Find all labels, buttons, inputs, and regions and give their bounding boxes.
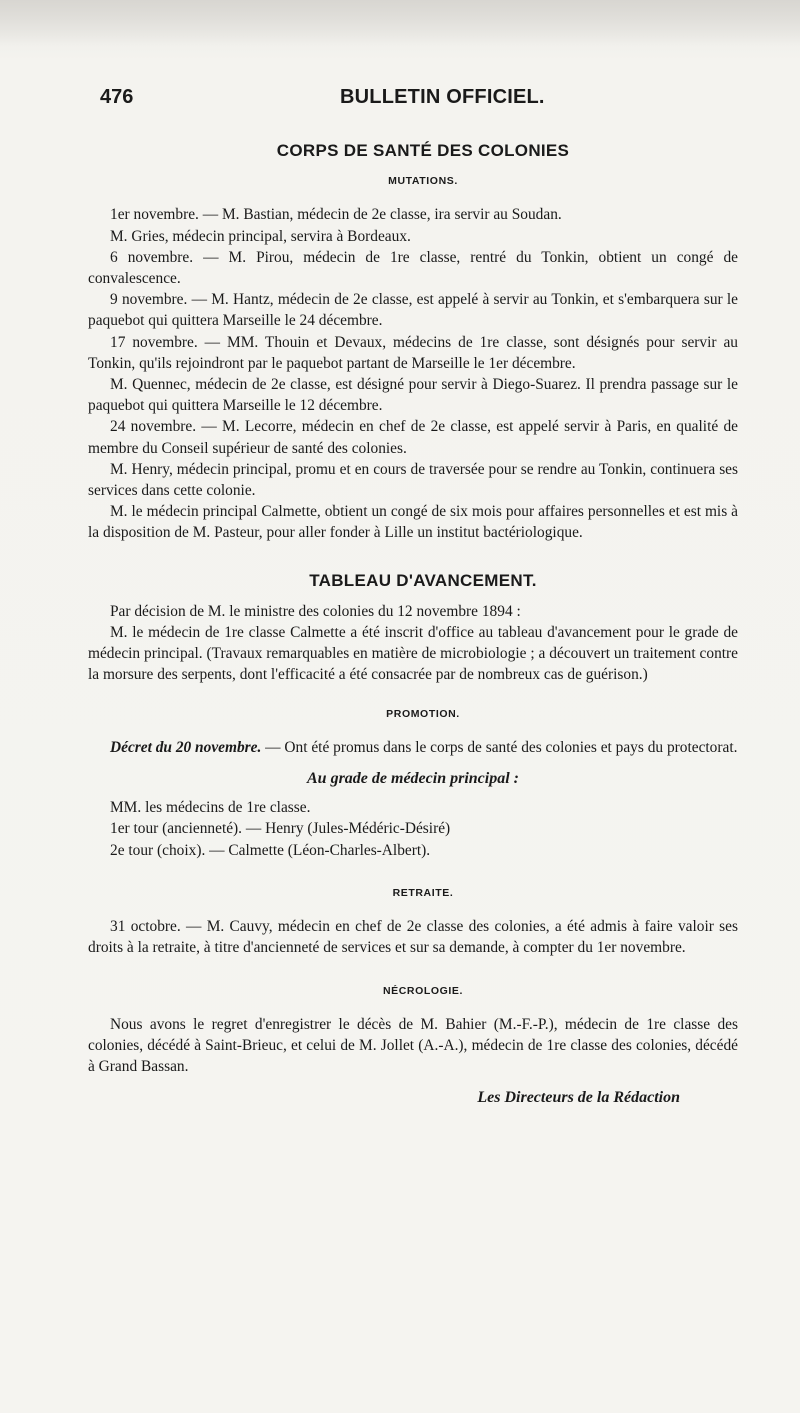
promotion-line-1: MM. les médecins de 1re classe. — [110, 799, 311, 817]
mutation-paragraph-1: 1er novembre. — M. Bastian, médecin de 2e classe, ira servir au Soudan. — [110, 206, 562, 224]
running-header — [100, 86, 720, 114]
subsection-title-necrologie: NÉCROLOGIE. — [382, 984, 464, 997]
page-number: 476 — [100, 86, 134, 108]
mutation-paragraph-8: M. Henry, médecin principal, promu et en cours de traversée pour se rendre au Tonkin, continuera ses services dans cette colonie. — [88, 460, 738, 500]
subsection-title-promotion: PROMOTION. — [386, 707, 460, 720]
promotion-line-2: 1er tour (ancienneté). — Henry (Jules-Médéric-Désiré) — [110, 820, 451, 838]
promotion-decree — [88, 737, 738, 758]
page-body — [88, 140, 738, 1109]
running-title: BULLETIN OFFICIEL. — [340, 86, 545, 108]
mutation-paragraph-2: M. Gries, médecin principal, servira à Bordeaux. — [110, 227, 411, 245]
mutation-paragraph-4: 9 novembre. — M. Hantz, médecin de 2e classe, est appelé à servir au Tonkin, et s'embarquera sur le paquebot qui quittera Marseille le 24 décembre. — [88, 291, 738, 330]
spacer — [88, 544, 738, 570]
tableau-paragraph-1: Par décision de M. le ministre des colonies du 12 novembre 1894 : — [110, 602, 521, 620]
tableau-paragraph-2: M. le médecin de 1re classe Calmette a été inscrit d'office au tableau d'avancement pour le grade de médecin principal. (Travaux remarquables en matière de microbiologie ; a découvert un traitement contre la morsure des serpents, dont l'efficacité a été consacrée par de nombreux cas de guérison.) — [88, 624, 738, 684]
signature: Les Directeurs de la Rédaction — [477, 1089, 680, 1107]
retraite-paragraph: 31 octobre. — M. Cauvy, médecin en chef de 2e classe des colonies, a été admis à faire valoir ses droits à la retraite, à titre d'ancienneté de services et sur sa demande, à compter du 1er novembre. — [88, 918, 738, 957]
spacer — [88, 861, 738, 877]
subsection-title-mutations: MUTATIONS. — [388, 175, 458, 188]
spacer — [88, 959, 738, 975]
page-edge-shadow — [0, 0, 800, 46]
mutation-paragraph-5: 17 novembre. — MM. Thouin et Devaux, médecins de 1re classe, sont désignés pour servir au Tonkin, qu'ils rejoindront par le paquebot partant de Marseille le 1er décembre. — [88, 333, 738, 372]
mutation-paragraph-9: M. le médecin principal Calmette, obtient un congé de six mois pour affaires personnelles et est mis à la disposition de M. Pasteur, pour aller fonder à Lille un institut bactériologique. — [88, 503, 738, 542]
grade-heading: Au grade de médecin principal : — [307, 770, 519, 788]
mutation-paragraph-7: 24 novembre. — M. Lecorre, médecin en chef de 2e classe, est appelé servir à Paris, en qualité de membre du Conseil supérieur de santé des colonies. — [88, 418, 738, 457]
decree-text: — Ont été promus dans le corps de santé des colonies et pays du protectorat. — [261, 738, 738, 756]
spacer — [88, 686, 738, 698]
mutation-paragraph-6: M. Quennec, médecin de 2e classe, est désigné pour servir à Diego-Suarez. Il prendra passage sur le paquebot qui quittera Marseille le 12 décembre. — [88, 376, 738, 415]
section-title-corps: CORPS DE SANTÉ DES COLONIES — [276, 141, 570, 160]
section-title-tableau: TABLEAU D'AVANCEMENT. — [309, 570, 537, 590]
subsection-title-retraite: RETRAITE. — [392, 886, 454, 899]
promotion-line-3: 2e tour (choix). — Calmette (Léon-Charles-Albert). — [110, 841, 431, 859]
necrologie-paragraph: Nous avons le regret d'enregistrer le décès de M. Bahier (M.-F.-P.), médecin de 1re classe des colonies, décédé à Saint-Brieuc, et celui de M. Jollet (A.-A.), médecin de 1re classe des colonies, décédé à Grand Bassan. — [88, 1015, 738, 1076]
mutation-paragraph-3: 6 novembre. — M. Pirou, médecin de 1re classe, rentré du Tonkin, obtient un congé de convalescence. — [88, 248, 738, 288]
decree-lead: Décret du 20 novembre. — [110, 738, 262, 756]
